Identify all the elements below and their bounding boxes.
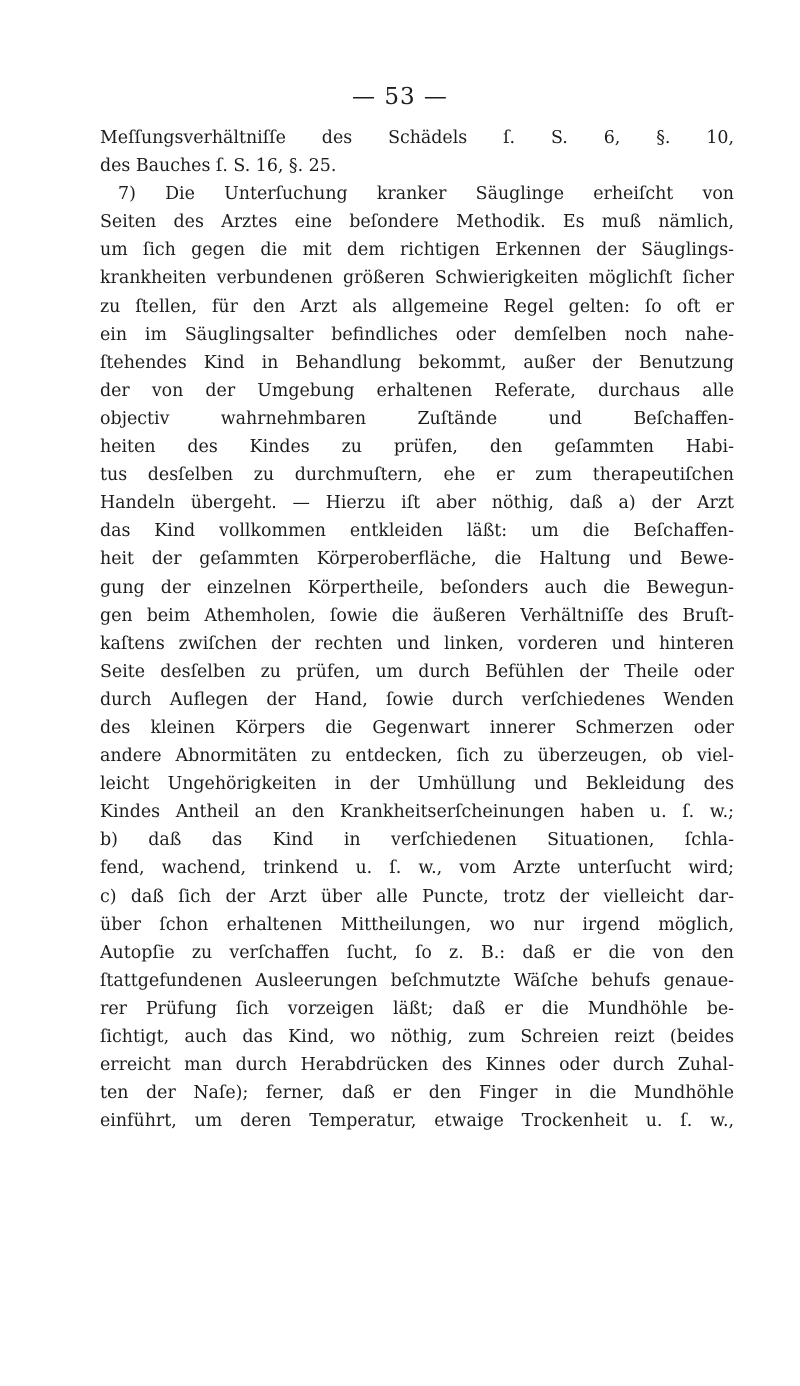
text-line: b) daß das Kind in verſchiedenen Situationen, ſchla- [100, 830, 734, 851]
text-line: Seiten des Arztes eine beſondere Methodik. Es muß nämlich, [100, 212, 734, 233]
text-line: ſtattgefundenen Ausleerungen beſchmutzte Wäſche behufs genaue- [100, 970, 734, 991]
text-line: ten der Naſe); ferner, daß er den Finger in die Mundhöhle [100, 1083, 734, 1104]
text-line: über ſchon erhaltenen Mittheilungen, wo nur irgend möglich, [100, 914, 734, 935]
text-line: leicht Ungehörigkeiten in der Umhüllung und Bekleidung des [100, 774, 734, 795]
text-line: Handeln übergeht. — Hierzu iſt aber nöthig, daß a) der Arzt [100, 493, 734, 514]
text-line: erreicht man durch Herabdrücken des Kinnes oder durch Zuhal- [100, 1055, 734, 1076]
text-line: zu ſtellen, für den Arzt als allgemeine Regel gelten: ſo oft er [100, 296, 734, 317]
text-line: objectiv wahrnehmbaren Zuſtände und Beſchaffen- [100, 408, 734, 429]
text-line: Meſſungsverhältniſſe des Schädels ſ. S. 6, §. 10, [100, 128, 734, 148]
text-line: krankheiten verbundenen größeren Schwierigkeiten möglichſt ſicher [100, 268, 734, 289]
text-line: rer Prüfung ſich vorzeigen läßt; daß er die Mundhöhle be- [100, 998, 734, 1019]
text-line: ein im Säuglingsalter befindliches oder demſelben noch nahe- [100, 324, 734, 345]
text-line: kaſtens zwiſchen der rechten und linken, vorderen und hinteren [100, 633, 734, 654]
page-number: — 53 — [352, 84, 448, 110]
body-text [100, 124, 734, 1135]
text-line: durch Auflegen der Hand, ſowie durch verſchiedenes Wenden [100, 689, 734, 710]
text-line: fend, wachend, trinkend u. ſ. w., vom Arzte unterſucht wird; [100, 858, 734, 879]
text-line: ſichtigt, auch das Kind, wo nöthig, zum Schreien reizt (beides [100, 1027, 734, 1047]
text-line: Autopſie zu verſchaffen ſucht, ſo z. B.: daß er die von den [100, 942, 734, 963]
text-line: der von der Umgebung erhaltenen Referate, durchaus alle [100, 380, 734, 401]
text-line: 7) Die Unterſuchung kranker Säuglinge erheiſcht von [118, 184, 734, 205]
text-line: heit der geſammten Körperoberfläche, die Haltung und Bewe- [100, 549, 734, 570]
text-line: des kleinen Körpers die Gegenwart innerer Schmerzen oder [100, 717, 734, 738]
text-line: tus desſelben zu durchmuſtern, ehe er zum therapeutiſchen [100, 465, 734, 486]
text-line: das Kind vollkommen entkleiden läßt: um die Beſchaffen- [100, 521, 734, 542]
text-line: Seite desſelben zu prüfen, um durch Befühlen der Theile oder [100, 661, 734, 682]
text-line: ſtehendes Kind in Behandlung bekommt, außer der Benutzung [100, 352, 734, 373]
text-line: einführt, um deren Temperatur, etwaige Trockenheit u. ſ. w., [100, 1111, 734, 1132]
text-line: heiten des Kindes zu prüfen, den geſammten Habi- [100, 437, 734, 458]
text-line: Kindes Antheil an den Krankheitserſcheinungen haben u. ſ. w.; [100, 802, 734, 823]
text-line: gung der einzelnen Körpertheile, beſonders auch die Bewegun- [100, 577, 734, 598]
text-line: gen beim Athemholen, ſowie die äußeren Verhältniſſe des Bruſt- [100, 605, 734, 626]
text-line: des Bauches ſ. S. 16, §. 25. [100, 156, 337, 177]
text-line: andere Abnormitäten zu entdecken, ſich zu überzeugen, ob viel- [100, 746, 734, 767]
text-line: um ſich gegen die mit dem richtigen Erkennen der Säuglings- [100, 240, 734, 261]
text-line: c) daß ſich der Arzt über alle Puncte, trotz der vielleicht dar- [100, 886, 734, 907]
